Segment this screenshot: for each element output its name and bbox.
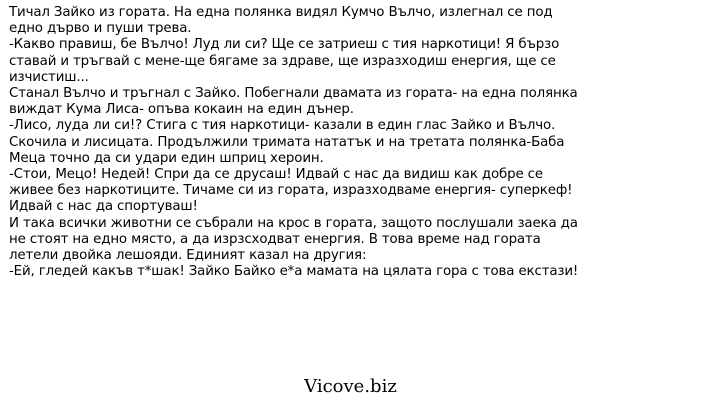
joke-text [9,5,589,280]
paragraph: И така всички животни се събрали на крос в гората, защото послушали заека да не стоят на едно място, а да изрзсходват енергия. В това време над гората летели двойка лешояди. Единият казал на другия: [9,215,578,264]
paragraph: -Ей, гледей какъв т*шак! Зайко Байко е*а мамата на цялата гора с това екстази! [9,264,579,280]
paragraph: -Стои, Мецо! Недей! Спри да се друсаш! Идвай с нас да видиш как добре се живее без наркотиците. Тичаме си из гората, изразходваме енергия- суперкеф! Идвай с нас да спортуваш! [9,167,573,215]
paragraph: Станал Вълчо и тръгнал с Зайко. Побегнали двамата из гората- на една полянка виждат Кума Лиса- опъва кокаин на един дънер. [9,86,578,118]
paragraph: -Какво правиш, бе Вълчо! Луд ли си? Ще се затриеш с тия наркотици! Я бързо ставай и тръгвай с мене-ще бягаме за здраве, ще изразходиш енергия, ще се изчистиш... [9,37,560,85]
site-watermark: Vicove.biz [304,376,397,397]
paragraph: Скочила и лисицата. Продължили тримата нататък и на третата полянка-Баба Меца точно да си удари един шприц хероин. [9,134,565,166]
paragraph: Тичал Зайко из гората. На една полянка видял Кумчо Вълчо, излегнал се под едно дърво и пуши трева. [9,5,553,37]
paragraph: -Лисо, луда ли си!? Стига с тия наркотици- казали в един глас Зайко и Вълчо. [9,118,556,134]
